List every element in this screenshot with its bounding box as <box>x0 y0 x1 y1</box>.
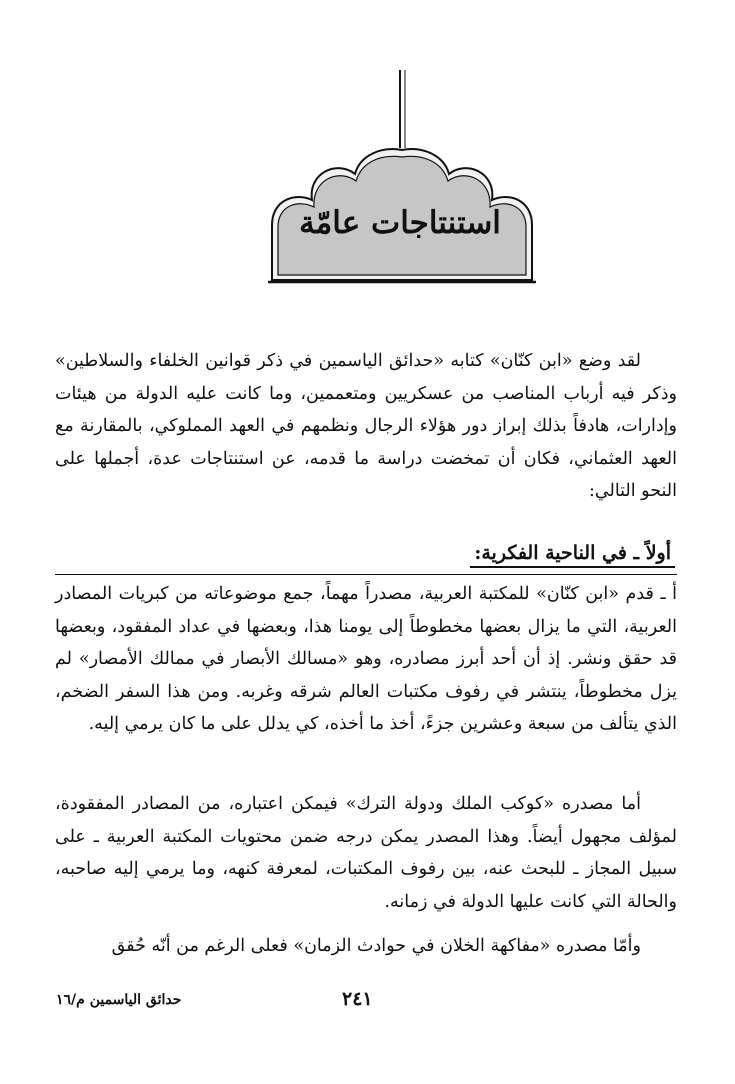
running-footer: حدائق الياسمين م/١٦ <box>56 992 182 1008</box>
chapter-heading-ornament <box>250 60 550 300</box>
paragraph-c-text: وأمّا مصدره «مفاكهة الخلان في حوادث الزمان» فعلى الرغم من أنّه حُقق <box>111 936 641 956</box>
page-number: ٢٤١ <box>342 988 373 1010</box>
section-rule <box>55 574 677 575</box>
chapter-title: استنتاجات عامّة <box>299 205 501 241</box>
paragraph-b <box>55 788 677 918</box>
intro-paragraph <box>55 345 677 508</box>
paragraph-c <box>55 930 677 963</box>
paragraph-b-text: أما مصدره «كوكب الملك ودولة الترك» فيمكن اعتباره، من المصادر المفقودة، لمؤلف مجهول أيضاً. وهذا المصدر يمكن درجه ضمن محتويات المكتبة العربية ـ على سبيل المجاز ـ للبحث عنه، بين رفوف المكتبات، لمعرفة كنهه، وما يرمي إليه صاحبه، والحالة التي كانت عليها الدولة في زمانه. <box>55 794 677 912</box>
intro-paragraph-text: لقد وضع «ابن كنّان» كتابه «حدائق الياسمين في ذكر قوانين الخلفاء والسلاطين» وذكر فيه أرباب المناصب من عسكريين ومتعممين، وما كانت عليه الدولة من هيئات وإدارات، هادفاً بذلك إبراز دور هؤلاء الرجال ونظمهم في العهد المملوكي، بالمقارنة مع العهد العثماني، فكان أن تمخضت دراسة ما قدمه، عن استنتاجات عدة، أجملها على النحو التالي: <box>55 351 677 501</box>
paragraph-a: أ ـ قدم «ابن كنّان» للمكتبة العربية، مصدراً مهماً، جمع موضوعاته من كبريات المصادر العربية، التي ما يزال بعضها مخطوطاً إلى يومنا هذا، وبعضها في عداد المفقود، وبعضها قد حقق ونشر. إذ أن أحد أبرز مصادره، وهو «مسالك الأبصار في ممالك الأمصار» لم يزل مخطوطاً، ينتشر في رفوف مكتبات العالم شرقه وغربه. ومن هذا السفر الضخم، الذي يتألف من سبعة وعشرين جزءً، أخذ ما أخذه، كي يدلل على ما كان يرمي إليه. <box>55 584 677 734</box>
section-heading: أولاً ـ في الناحية الفكرية: <box>470 542 675 568</box>
